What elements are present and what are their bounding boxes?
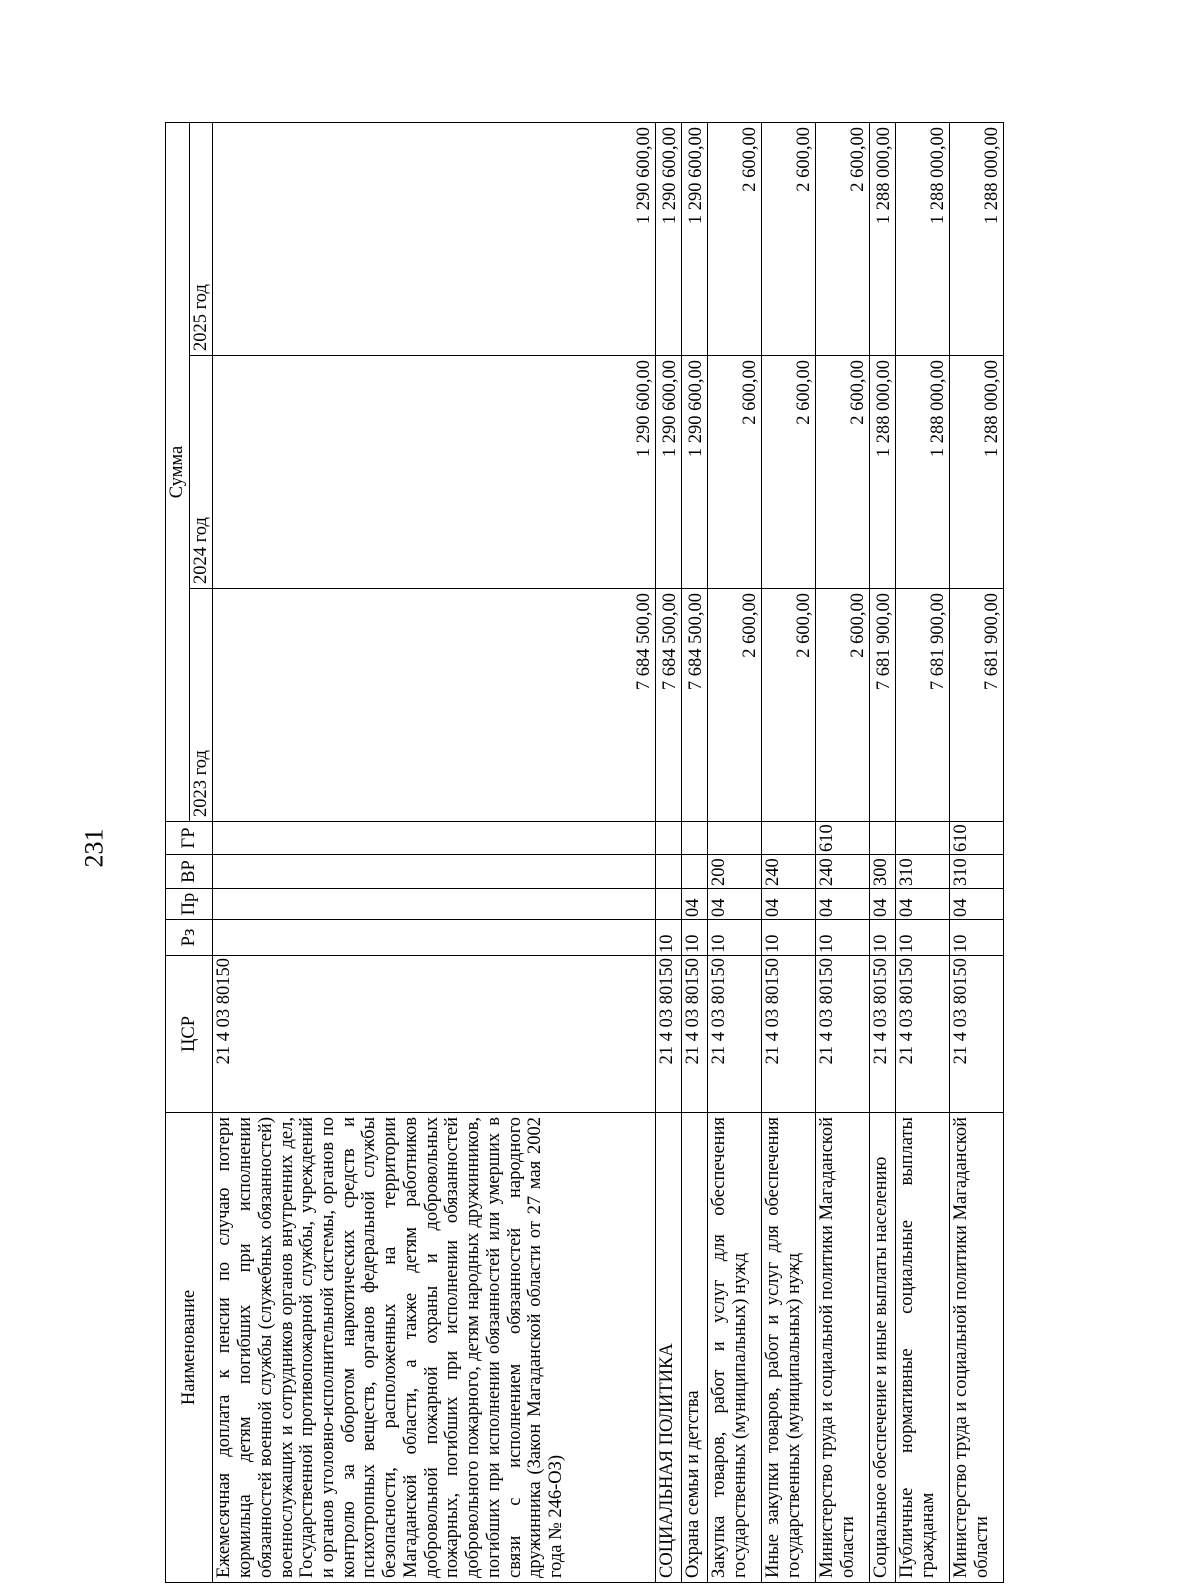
row-gr — [682, 822, 708, 855]
row-csr: 21 4 03 80150 — [816, 956, 870, 1113]
row-name: Иные закупки товаров, работ и услуг для обеспечения государственных (муниципальных) нужд — [762, 1113, 816, 1583]
row-2025: 1 290 600,00 — [656, 122, 682, 355]
row-vr: 240 — [762, 855, 816, 889]
table-row — [870, 122, 896, 1582]
row-2025: 1 288 000,00 — [896, 122, 950, 355]
header-2025: 2025 год — [189, 122, 213, 355]
row-vr: 310 — [950, 855, 1004, 889]
row-name: СОЦИАЛЬНАЯ ПОЛИТИКА — [656, 1113, 682, 1583]
row-2025: 2 600,00 — [708, 122, 762, 355]
row-vr: 200 — [708, 855, 762, 889]
row-csr: 21 4 03 80150 — [762, 956, 816, 1113]
row-gr: 610 — [816, 822, 870, 855]
row-2025: 1 288 000,00 — [950, 122, 1004, 355]
header-2023: 2023 год — [189, 589, 213, 822]
row-rz: 10 — [708, 920, 762, 956]
row-rz: 10 — [656, 920, 682, 956]
row-2023: 7 684 500,00 — [682, 589, 708, 822]
row-2024: 1 290 600,00 — [656, 356, 682, 589]
row-rz: 10 — [682, 920, 708, 956]
table-row — [708, 122, 762, 1582]
row-name: Ежемесячная доплата к пенсии по случаю потери кормильца детям погибших при исполнении обязанностей военной службы (служебных обязанностей) военнослужащих и сотрудников органов внутренних дел, Государственной противопожарной службы, учреждений и органов уголовно-исполнительной системы, органов по контролю за оборотом наркотических средств и психотропных веществ, органов федеральной службы безопасности, расположенных на территории Магаданской области, а также детям работников добровольной пожарной охраны и добровольных пожарных, погибших при исполнении обязанностей добровольного пожарного, детям народных дружинников, погибших при исполнении обязанностей или умерших в связи с исполнением обязанностей народного дружинника (Закон Магаданской области от 27 мая 2002 года № 246-ОЗ) — [213, 1113, 656, 1583]
row-gr: 610 — [950, 822, 1004, 855]
table-row — [656, 122, 682, 1582]
row-name: Министерство труда и социальной политики Магаданской области — [816, 1113, 870, 1583]
row-pr: 04 — [682, 889, 708, 920]
row-2023: 2 600,00 — [708, 589, 762, 822]
row-name: Публичные нормативные социальные выплаты гражданам — [896, 1113, 950, 1583]
table-row — [213, 122, 656, 1582]
row-csr: 21 4 03 80150 — [950, 956, 1004, 1113]
row-rz: 10 — [762, 920, 816, 956]
row-name: Охрана семьи и детства — [682, 1113, 708, 1583]
row-pr — [656, 889, 682, 920]
table-row — [896, 122, 950, 1582]
page-number: 231 — [79, 828, 109, 868]
row-pr — [213, 889, 656, 920]
row-pr: 04 — [762, 889, 816, 920]
row-vr: 310 — [896, 855, 950, 889]
row-2025: 1 288 000,00 — [870, 122, 896, 355]
row-csr: 21 4 03 80150 — [656, 956, 682, 1113]
row-csr: 21 4 03 80150 — [708, 956, 762, 1113]
header-csr: ЦСР — [166, 956, 213, 1113]
header-vr: ВР — [166, 855, 213, 889]
header-sum: Сумма — [166, 122, 190, 821]
row-2025: 2 600,00 — [816, 122, 870, 355]
row-name: Социальное обеспечение и иные выплаты населению — [870, 1113, 896, 1583]
row-rz: 10 — [896, 920, 950, 956]
row-2023: 2 600,00 — [816, 589, 870, 822]
row-2024: 2 600,00 — [708, 356, 762, 589]
row-rz: 10 — [870, 920, 896, 956]
row-2024: 1 288 000,00 — [896, 356, 950, 589]
row-2023: 7 684 500,00 — [656, 589, 682, 822]
header-rz: Рз — [166, 920, 213, 956]
row-pr: 04 — [816, 889, 870, 920]
row-rz: 10 — [950, 920, 1004, 956]
row-pr: 04 — [950, 889, 1004, 920]
header-2024: 2024 год — [189, 356, 213, 589]
row-csr: 21 4 03 80150 — [682, 956, 708, 1113]
budget-table-container — [165, 123, 1040, 1583]
row-2025: 1 290 600,00 — [682, 122, 708, 355]
row-vr: 240 — [816, 855, 870, 889]
row-2023: 2 600,00 — [762, 589, 816, 822]
table-row — [816, 122, 870, 1582]
row-2023: 7 681 900,00 — [896, 589, 950, 822]
row-vr: 300 — [870, 855, 896, 889]
row-gr — [870, 822, 896, 855]
row-vr — [682, 855, 708, 889]
row-2024: 1 290 600,00 — [682, 356, 708, 589]
row-csr: 21 4 03 80150 — [870, 956, 896, 1113]
row-gr — [762, 822, 816, 855]
table-row — [950, 122, 1004, 1582]
row-name: Министерство труда и социальной политики Магаданской области — [950, 1113, 1004, 1583]
table-row — [682, 122, 708, 1582]
row-2024: 2 600,00 — [762, 356, 816, 589]
row-pr: 04 — [870, 889, 896, 920]
row-2024: 1 288 000,00 — [870, 356, 896, 589]
header-pr: Пр — [166, 889, 213, 920]
row-gr — [213, 822, 656, 855]
row-2024: 2 600,00 — [816, 356, 870, 589]
budget-table — [165, 122, 1004, 1583]
row-pr: 04 — [708, 889, 762, 920]
row-rz — [213, 920, 656, 956]
row-csr: 21 4 03 80150 — [213, 956, 656, 1113]
row-gr — [896, 822, 950, 855]
table-row — [762, 122, 816, 1582]
row-name: Закупка товаров, работ и услуг для обеспечения государственных (муниципальных) нужд — [708, 1113, 762, 1583]
row-gr — [656, 822, 682, 855]
row-rz: 10 — [816, 920, 870, 956]
row-gr — [708, 822, 762, 855]
row-vr — [213, 855, 656, 889]
header-gr: ГР — [166, 822, 213, 855]
row-2025: 1 290 600,00 — [213, 122, 656, 355]
row-2023: 7 681 900,00 — [870, 589, 896, 822]
row-2024: 1 288 000,00 — [950, 356, 1004, 589]
row-vr — [656, 855, 682, 889]
row-pr: 04 — [896, 889, 950, 920]
row-2024: 1 290 600,00 — [213, 356, 656, 589]
header-name: Наименование — [166, 1113, 213, 1583]
row-2023: 7 684 500,00 — [213, 589, 656, 822]
row-csr: 21 4 03 80150 — [896, 956, 950, 1113]
row-2023: 7 681 900,00 — [950, 589, 1004, 822]
row-2025: 2 600,00 — [762, 122, 816, 355]
